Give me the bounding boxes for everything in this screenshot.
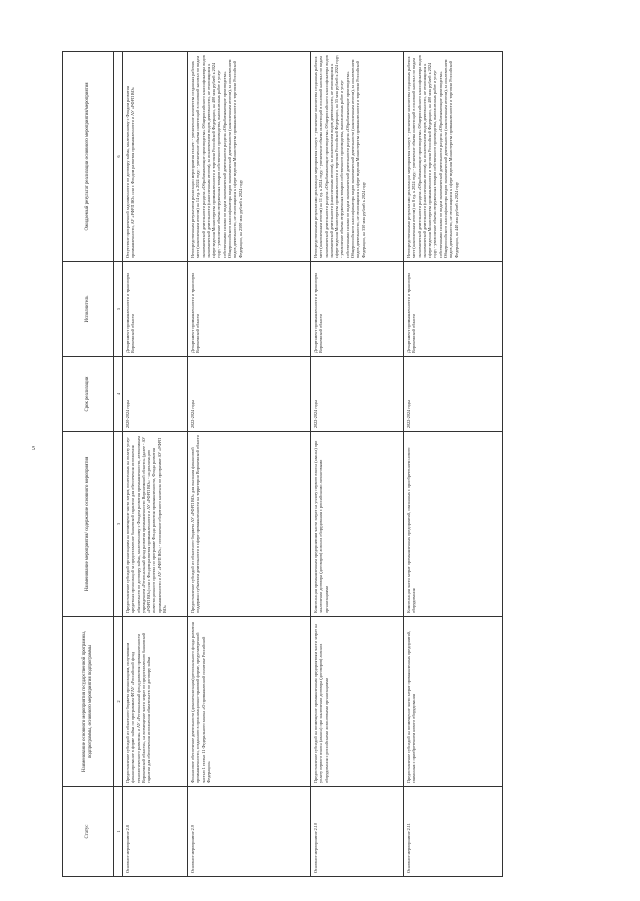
table-row <box>404 52 503 877</box>
cell-activity-name: Предоставление субсидий из областного бюджета организациям, получившим финансирование в форме займа по программам ФГАУ «Российский фонд технологического развития» и АУ «Региональный фонд развития промышленности Воронежской области», на возмещение части затрат по предоставлению банковской гарантии для обеспечения исполнения обязательств по договору займа <box>123 617 188 787</box>
cell-activity-name: Финансовое обеспечение деятельности (докапитализация) регионального фонда развития промышленности, созданного в организационно-правовой форме, предусмотренной частью 1 статьи 11 Федерального закона «О промышленной политике Российской Федерации» <box>188 617 311 787</box>
cell-status: Основное мероприятие 2.10 <box>311 787 404 877</box>
column-number: 4 <box>114 357 123 432</box>
table-row <box>188 52 311 877</box>
cell-executor: Департамент промышленности и транспорта Воронежской области <box>311 262 404 357</box>
page-number: 5 <box>32 446 35 452</box>
cell-activity-content: Предоставление субсидий организациям на возмещение части затрат, понесенных на оплату услуг кредитных организаций за предоставление банковской гарантии для обеспечения исполнения обязательств по договору займа, заключенному с Фондом развития промышленности, автономным учреждением «Региональный фонд развития промышленности Воронежской области» (далее - АУ «РФРП ВО») или с Фондом развития промышленности и АУ «РФРП ВО»: - на реализацию инвестиционного проекта по программе Фонда развития промышленности, Фонда развития промышленности и АУ «РФРП ВО»; - пополнение оборотного капитала по программе АУ «РФРП ВО» <box>123 432 188 617</box>
column-number: 1 <box>114 787 123 877</box>
column-number: 5 <box>114 262 123 357</box>
program-activities-table <box>62 51 503 877</box>
rotated-table-frame <box>62 52 476 877</box>
cell-activity-content: Компенсация части затрат промышленных предприятий, связанных с приобретением нового оборудования <box>404 432 503 617</box>
cell-activity-name: Предоставление субсидий на возмещение части затрат промышленных предприятий, связанных с приобретением нового оборудования <box>404 617 503 787</box>
cell-executor: Департамент промышленности и транспорта Воронежской области <box>123 262 188 357</box>
table-row <box>311 52 404 877</box>
cell-status: Основное мероприятие 2.8 <box>123 787 188 877</box>
cell-activity-name: Предоставление субсидий на возмещение промышленным предприятиям части затрат на уплату первого взноса (аванса) при заключении договора (договоров) лизинга оборудования с российскими лизинговыми организациями <box>311 617 404 787</box>
header-activity-name: Наименование основного мероприятия государственной программы, подпрограммы, основного мероприятия подпрограммы <box>63 617 114 787</box>
cell-term: 2020-2024 годы <box>123 357 188 432</box>
cell-status: Основное мероприятие 2.11 <box>404 787 503 877</box>
column-number: 3 <box>114 432 123 617</box>
cell-status: Основное мероприятие 2.9 <box>188 787 311 877</box>
column-number: 6 <box>114 52 123 262</box>
header-expected-result: Ожидаемый результат реализации основного мероприятия/мероприятия <box>63 52 114 262</box>
table-row <box>123 52 188 877</box>
cell-executor: Департамент промышленности и транспорта Воронежской области <box>404 262 503 357</box>
cell-activity-content: Предоставление субсидий из областного бюджета АУ «РФРП ВО» для оказания финансовой поддержки субъектам деятельности в сфере промышленности на территории Воронежской области <box>188 432 311 617</box>
cell-term: 2022-2024 годы <box>188 357 311 432</box>
cell-expected-result: Непосредственным результатом реализации мероприятия станет: - увеличение количества созданных рабочих мест (накопленным итогом) на 14 ед. к 2024 году; - увеличение объема инвестиций в основной капитал по видам экономической деятельности раздела «Обрабатывающие производства» Общероссийского классификатора видов экономической деятельности (накопленным итогом), за исключением видов деятельности, не относящихся к сфере ведения Министерства промышленности и торговли Российской Федерации, на 400 млн рублей к 2024 году; - увеличение объема отгруженных товаров собственного производства, выполненных работ и услуг собственными силами по видам экономической деятельности раздела «Обрабатывающие производства» Общероссийского классификатора видов экономической деятельности (накопленным итогом), за исключением видов деятельности, не относящихся к сфере ведения Министерства промышленности и торговли Российской Федерации, на 2500 млн рублей к 2024 году <box>188 52 311 262</box>
cell-executor: Департамент промышленности и транспорта Воронежской области <box>188 262 311 357</box>
cell-expected-result: Непосредственными результатами реализации мероприятия станут: - увеличение количества созданных рабочих мест (накопленным итогом) на 11 ед. к 2024 году; - увеличение объема инвестиций в основной капитал по видам экономической деятельности раздела «Обрабатывающие производства» Общероссийского классификатора видов экономической деятельности (накопленным итогом), за исключением видов деятельности, не относящихся к сфере ведения Министерства промышленности и торговли Российской Федерации, на 55 млн рублей к 2024 году; - увеличение объема отгруженных товаров собственного производства, выполненных работ и услуг собственными силами по видам экономической деятельности раздела «Обрабатывающие производства» Общероссийского классификатора видов экономической деятельности (накопленным итогом), за исключением видов деятельности, не относящихся к сфере ведения Министерства промышленности и торговли Российской Федерации, на 330 млн рублей к 2024 году <box>311 52 404 262</box>
cell-expected-result: Непосредственными результатами реализации мероприятия станут: - увеличение количества созданных рабочих мест (накопленным итогом) на 8 ед. к 2024 году; - увеличение объема инвестиций в основной капитал по видам экономической деятельности раздела «Обрабатывающие производства» Общероссийского классификатора видов экономической деятельности (накопленным итогом), за исключением видов деятельности, не относящихся к сфере ведения Министерства промышленности и торговли Российской Федерации, на 400 млн рублей к 2024 году; - увеличение объема отгруженных товаров собственного производства, выполненных работ и услуг собственными силами по видам экономической деятельности раздела «Обрабатывающие производства» Общероссийского классификатора видов экономической деятельности (накопленным итогом), за исключением видов деятельности, не относящихся к сфере ведения Министерства промышленности и торговли Российской Федерации, на 440 млн рублей к 2024 году <box>404 52 503 262</box>
cell-term: 2022-2024 годы <box>311 357 404 432</box>
header-status: Статус <box>63 787 114 877</box>
cell-expected-result: Отсутствие просроченной задолженности по договору займа, заключенному с Фондом развития промышленности, АУ «РФРП ВО» или с Фондом развития промышленности и АУ «РФРП ВО» <box>123 52 188 262</box>
cell-term: 2022-2024 годы <box>404 357 503 432</box>
header-executor: Исполнитель <box>63 262 114 357</box>
header-activity-content: Наименование мероприятия/ содержание основного мероприятия <box>63 432 114 617</box>
column-number: 2 <box>114 617 123 787</box>
header-term: Срок реализации <box>63 357 114 432</box>
cell-activity-content: Компенсация промышленным предприятиям части затрат на уплату первого взноса (аванса) при заключении договора (договоров) лизинга оборудования с российскими лизинговыми организациями <box>311 432 404 617</box>
table-header-row <box>63 52 114 877</box>
column-number-row <box>114 52 123 877</box>
